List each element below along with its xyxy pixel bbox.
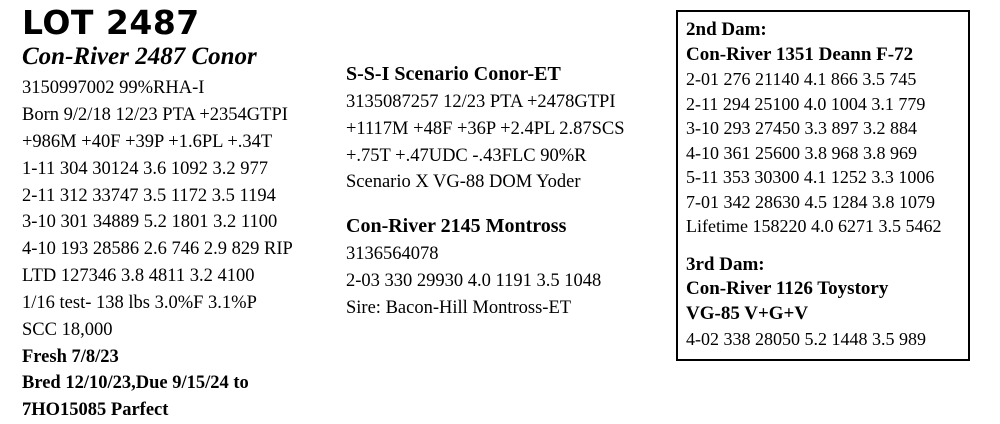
list-item: Fresh 7/8/23 [22,346,119,367]
sire-name: S-S-I Scenario Conor-ET [346,63,561,85]
third-dam-name: Con-River 1126 Toystory [686,278,889,300]
list-item: 1-11 304 30124 3.6 1092 3.2 977 [22,158,268,179]
list-item: 4-02 338 28050 5.2 1448 3.5 989 [686,328,926,349]
page-title: LOT 2487 [22,3,200,42]
lot-info-column [22,3,342,424]
second-dam-heading: 2nd Dam: [686,19,767,40]
list-item: 2-03 330 29930 4.0 1191 3.5 1048 [346,271,602,292]
third-dam-lines [686,327,960,351]
list-item: 2-11 294 25100 4.0 1004 3.1 779 [686,93,926,114]
list-item: 2-01 276 21140 4.1 866 3.5 745 [686,69,917,90]
list-item: 7-01 342 28630 4.5 1284 3.8 1079 [686,191,935,212]
list-item: +1117M +48F +36P +2.4PL 2.87SCS [346,118,625,139]
list-item: 3-10 301 34889 5.2 1801 3.2 1100 [22,212,278,233]
list-item: 3150997002 99%RHA-I [22,78,205,99]
second-dam-lines [686,67,960,238]
list-item: 3136564078 [346,244,439,265]
list-item: 1/16 test- 138 lbs 3.0%F 3.1%P [22,292,257,313]
divider [686,239,960,253]
list-item: Scenario X VG-88 DOM Yoder [346,172,581,193]
third-dam-classification: VG-85 V+G+V [686,303,809,325]
list-item: Bred 12/10/23,Due 9/15/24 to [22,373,249,394]
list-item: 5-11 353 30300 4.1 1252 3.3 1006 [686,167,935,188]
dam-name: Con-River 2145 Montross [346,215,567,238]
list-item: SCC 18,000 [22,319,113,340]
list-item: Sire: Bacon-Hill Montross-ET [346,297,572,318]
third-dam-heading: 3rd Dam: [686,253,765,275]
list-item: 2-11 312 33747 3.5 1172 3.5 1194 [22,185,276,206]
second-dam-name: Con-River 1351 Deann F-72 [686,43,914,65]
list-item: 3-10 293 27450 3.3 897 3.2 884 [686,118,917,139]
pedigree-column [346,62,656,322]
animal-name: Con-River 2487 Conor [22,42,257,70]
dams-box [676,10,970,361]
list-item: +986M +40F +39P +1.6PL +.34T [22,132,273,153]
list-item: +.75T +.47UDC -.43FLC 90%R [346,145,587,166]
sire-detail-lines [346,89,656,196]
divider [346,196,656,214]
list-item: LTD 127346 3.8 4811 3.2 4100 [22,266,255,287]
lot-detail-lines [22,75,342,424]
list-item: Born 9/2/18 12/23 PTA +2354GTPI [22,105,288,126]
list-item: 4-10 193 28586 2.6 746 2.9 829 RIP [22,239,293,260]
dam-detail-lines [346,241,656,321]
list-item: Lifetime 158220 4.0 6271 3.5 5462 [686,216,942,237]
list-item: 4-10 361 25600 3.8 968 3.8 969 [686,142,917,163]
list-item: 3135087257 12/23 PTA +2478GTPI [346,92,616,112]
list-item: 7HO15085 Parfect [22,400,169,421]
